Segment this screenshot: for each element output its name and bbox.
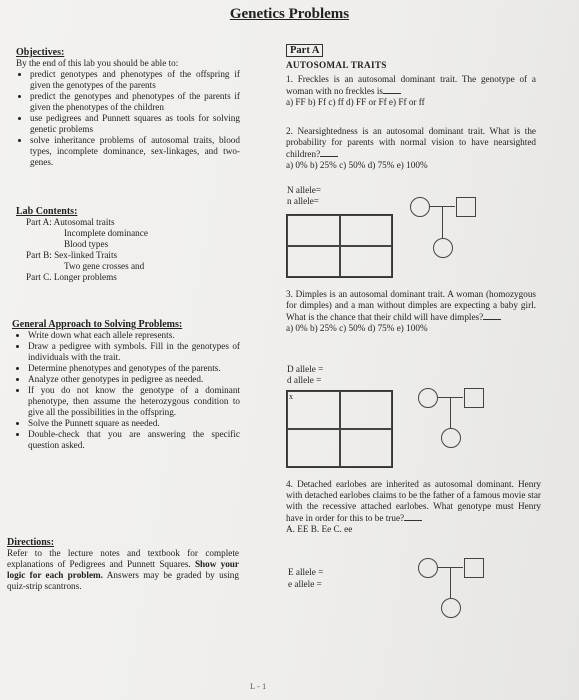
part-a-heading: AUTOSOMAL TRAITS xyxy=(286,60,387,70)
general-approach-section xyxy=(12,319,240,451)
directions-section xyxy=(7,537,239,592)
punnett-square-2[interactable] xyxy=(286,214,393,278)
question-3-options: a) 0% b) 25% c) 50% d) 75% e) 100% xyxy=(286,323,428,333)
lab-contents-line: Part B: Sex-linked Traits xyxy=(26,250,118,260)
question-3 xyxy=(286,289,536,334)
directions-text: Refer to the lecture notes and textbook for complete explanations of Pedigrees and Punnett Squares. xyxy=(7,548,239,569)
general-approach-heading: General Approach to Solving Problems: xyxy=(12,319,183,330)
answer-blank[interactable] xyxy=(383,85,401,94)
question-2-options: a) 0% b) 25% c) 50% d) 75% e) 100% xyxy=(286,160,428,170)
e-allele-label: E allele = xyxy=(288,567,324,577)
lab-contents-line: Blood types xyxy=(64,239,109,249)
lab-contents-line: Part A: Autosomal traits xyxy=(26,217,115,227)
question-1-text: 1. Freckles is an autosomal dominant trait. The genotype of a woman with no freckles is xyxy=(286,74,536,96)
objective-item: • solve inheritance problems of autosomal traits, blood types, incomplete dominance, sex-linkages, and two-genes. xyxy=(30,135,240,168)
objectives-intro: By the end of this lab you should be able to: xyxy=(16,58,179,68)
page-title: Genetics Problems xyxy=(229,6,350,22)
approach-step: • Analyze other genotypes in pedigree as needed. xyxy=(28,374,240,385)
d-small-allele-label: d allele = xyxy=(287,375,322,385)
answer-blank[interactable] xyxy=(404,512,422,521)
punnett-square-3[interactable] xyxy=(286,390,393,468)
answer-blank[interactable] xyxy=(483,311,501,320)
lab-contents-heading: Lab Contents: xyxy=(16,206,78,217)
page-number: L - 1 xyxy=(250,681,267,691)
directions-text-2: Answers may be graded by using quiz-strip scantrons. xyxy=(7,570,239,591)
question-4-text: 4. Detached earlobes are inherited as autosomal dominant. Henry with detached earlobes claims to be the father of a famous movie star with the recessive attached earlobes. What genotype must Henry have in order for this to be true? xyxy=(286,479,541,523)
part-a-label: Part A xyxy=(286,44,323,57)
lab-contents-line: Incomplete dominance xyxy=(64,228,148,238)
approach-step: • Determine phenotypes and genotypes of the parents. xyxy=(28,363,240,374)
approach-step: • If you do not know the genotype of a dominant phenotype, then assume the heterozygous condition to give all the possibilities in the offspring. xyxy=(28,385,240,418)
n-small-allele-label: n allele= xyxy=(287,196,319,206)
lab-contents-line: Two gene crosses and xyxy=(64,261,145,271)
objectives-section xyxy=(16,47,240,168)
n-allele-label: N allele= xyxy=(287,185,322,195)
approach-step: • Draw a pedigree with symbols. Fill in the genotypes of individuals with the trait. xyxy=(28,341,240,363)
answer-blank[interactable] xyxy=(320,148,338,157)
question-4-options: A. EE B. Ee C. ee xyxy=(286,524,353,534)
directions-emphasis: Show your logic for each problem. xyxy=(7,559,239,580)
question-2 xyxy=(286,126,536,171)
question-2-text: 2. Nearsightedness is an autosomal dominant trait. What is the probability for parents with normal vision to have nearsighted children? xyxy=(286,126,536,159)
question-1 xyxy=(286,74,536,108)
approach-step: • Write down what each allele represents. xyxy=(28,330,240,341)
question-1-options: a) FF b) Ff c) ff d) FF or Ff e) Ff or ff xyxy=(286,97,425,107)
approach-step: • Double-check that you are answering the specific question asked. xyxy=(28,429,240,451)
question-3-text: 3. Dimples is an autosomal dominant trait. A woman (homozygous for dimples) and a man without dimples are expecting a baby girl. What is the chance that their child will have dimples? xyxy=(286,289,536,322)
objective-item: • use pedigrees and Punnett squares as tools for solving genetic problems xyxy=(30,113,240,135)
approach-step: • Solve the Punnett square as needed. xyxy=(28,418,240,429)
directions-heading: Directions: xyxy=(7,537,55,548)
grid-mark: x xyxy=(287,391,340,429)
d-allele-label: D allele = xyxy=(287,364,324,374)
lab-contents-line: Part C. Longer problems xyxy=(26,272,117,282)
e-small-allele-label: e allele = xyxy=(288,579,322,589)
objective-item: • predict genotypes and phenotypes of the offspring if given the genotypes of the parents xyxy=(30,69,240,91)
question-4 xyxy=(286,479,541,535)
objective-item: • predict the genotypes and phenotypes of the parents if given the phenotypes of the children xyxy=(30,91,240,113)
lab-contents-section xyxy=(16,206,216,283)
objectives-heading: Objectives: xyxy=(16,47,65,58)
